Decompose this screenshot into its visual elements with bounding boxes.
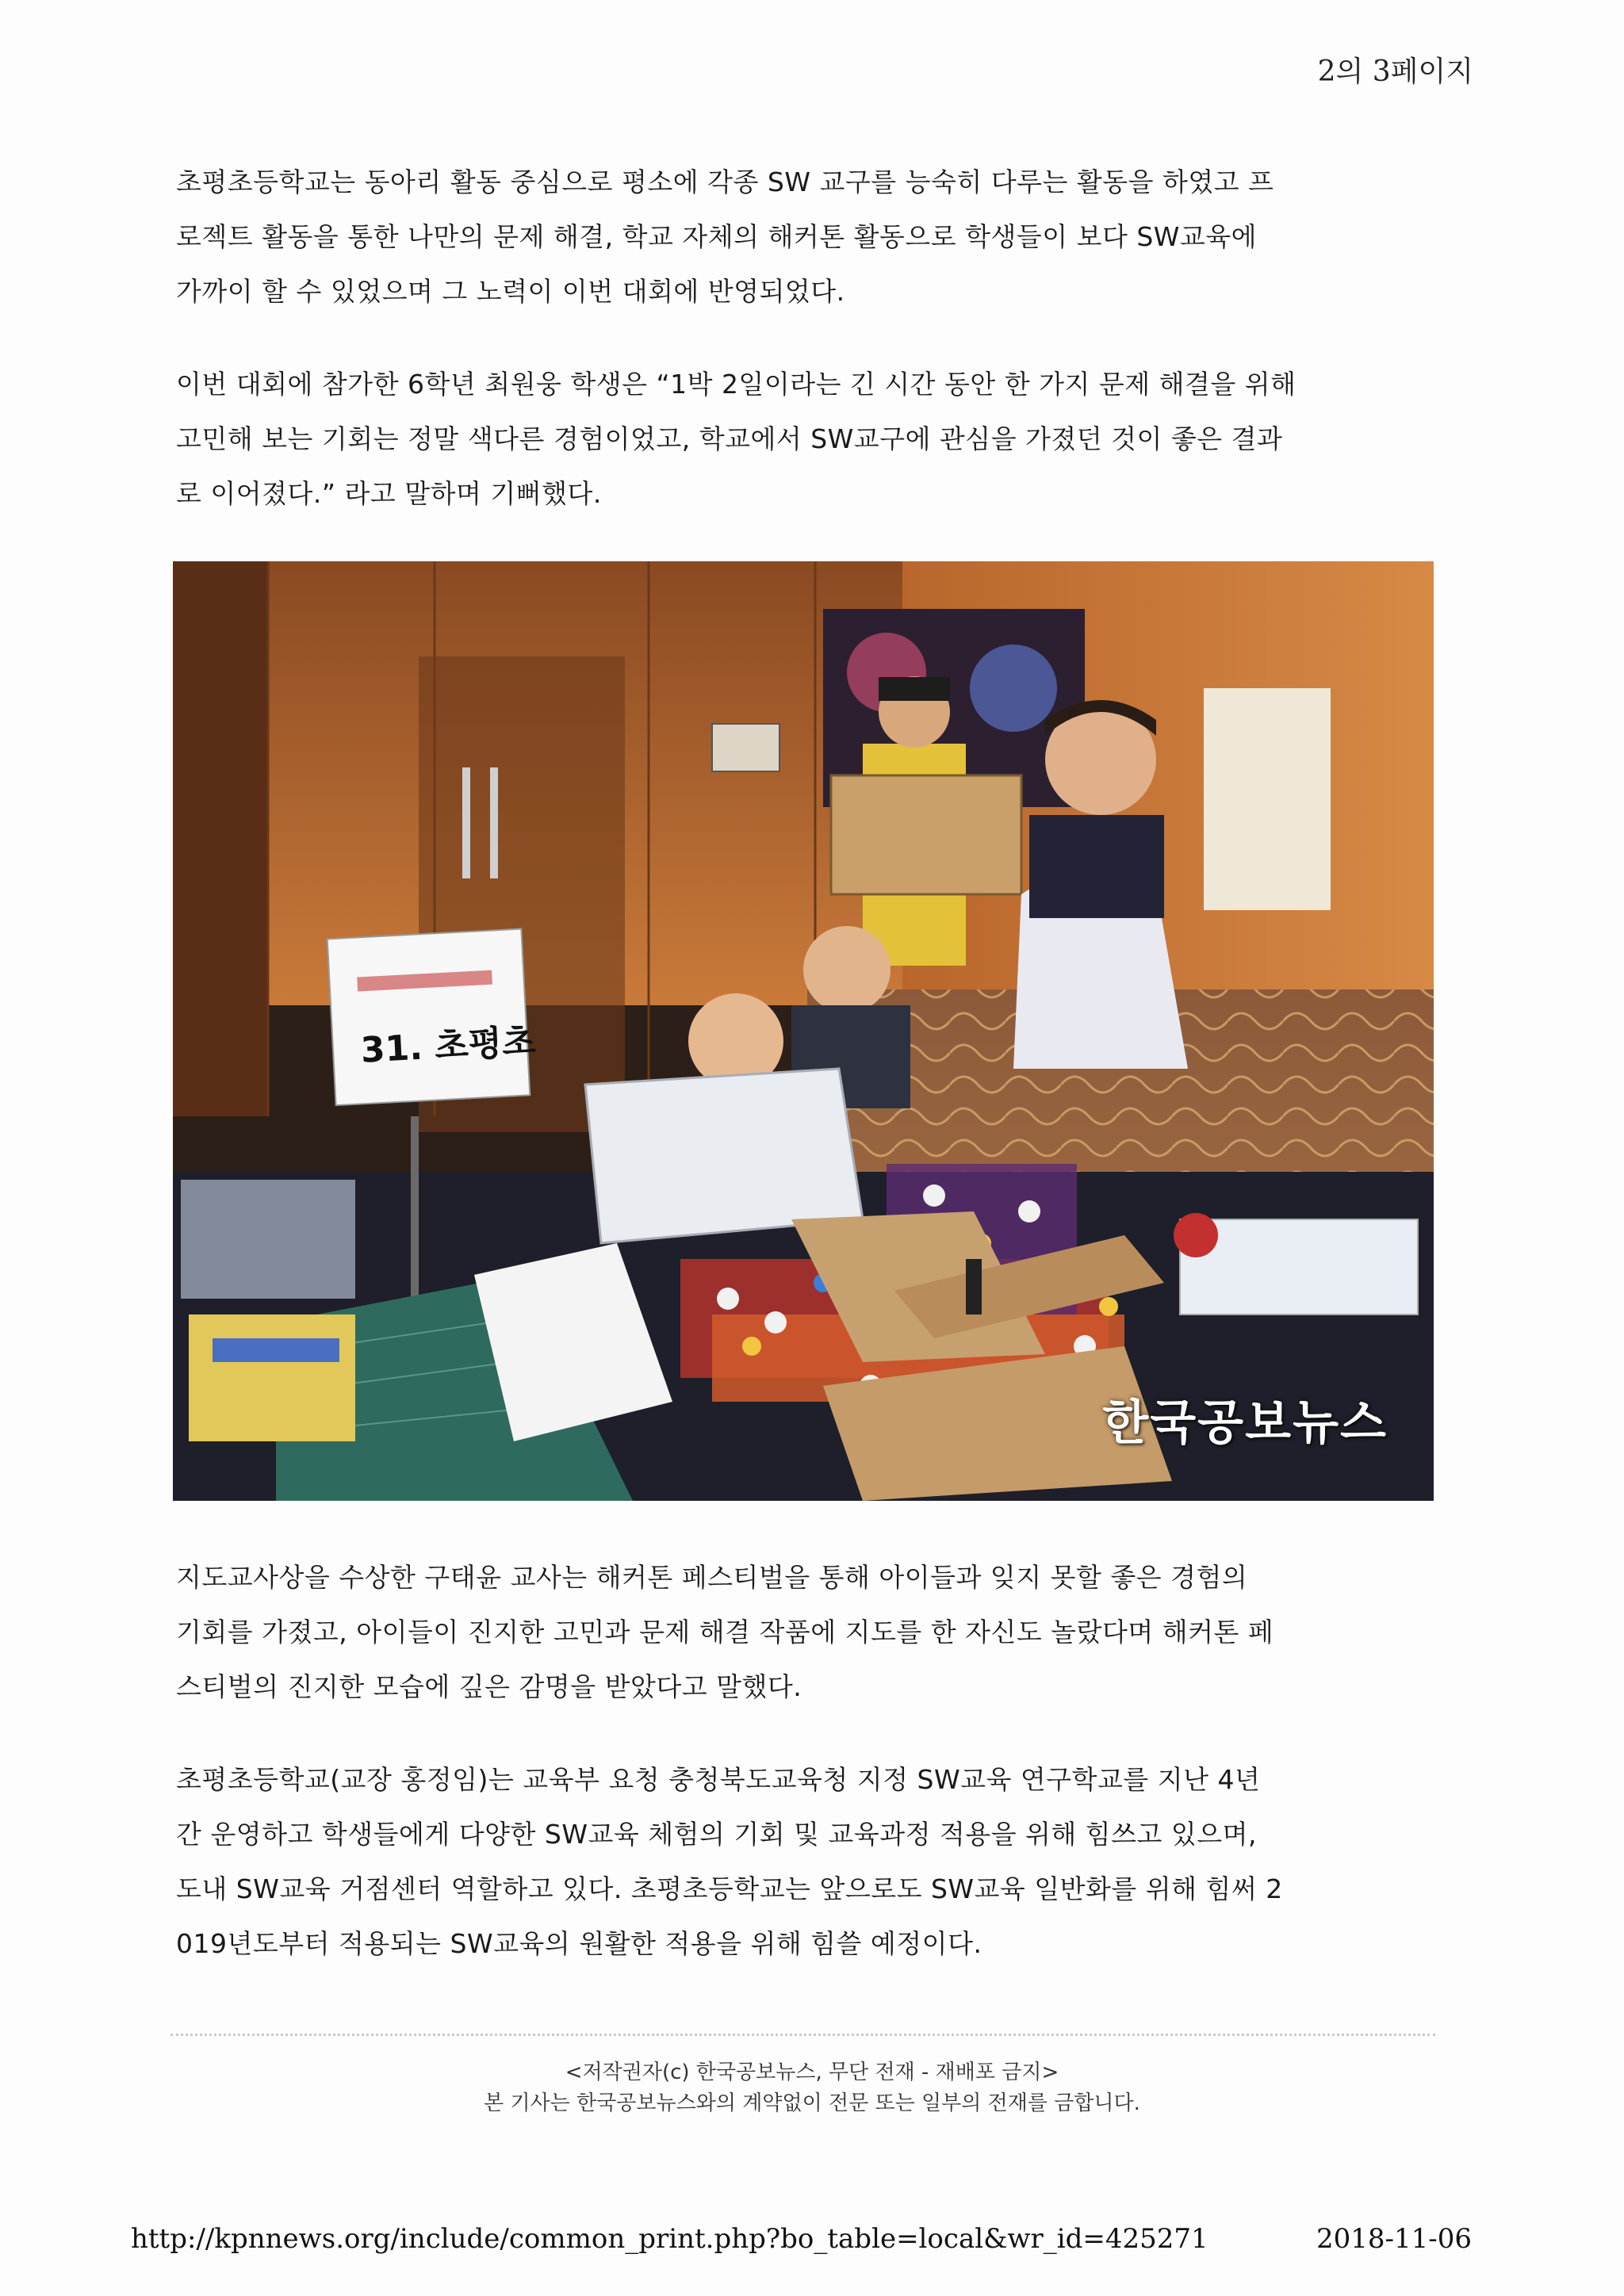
photo-watermark: 한국공보뉴스 (1102, 1395, 1388, 1451)
paragraph-line: 로젝트 활동을 통한 나만의 문제 해결, 학교 자체의 해커톤 활동으로 학생들이 보다 SW교육에 (176, 221, 1258, 252)
copyright-disclaimer: 본 기사는 한국공보뉴스와의 계약없이 전문 또는 일부의 전재를 금합니다. (484, 2091, 1140, 2115)
paragraph-line: 019년도부터 적용되는 SW교육의 원활한 적용을 위해 힘쓸 예정이다. (176, 1928, 982, 1959)
article-paragraph (176, 1550, 1445, 1714)
paragraph-line: 이번 대회에 참가한 6학년 최원웅 학생은 “1박 2일이라는 긴 시간 동안 한 가지 문제 해결을 위해 (176, 369, 1297, 400)
article-paragraph (176, 155, 1445, 319)
print-date: 2018-11-06 (1316, 2223, 1472, 2255)
article-paragraph (176, 357, 1445, 521)
paragraph-line: 초평초등학교(교장 홍정임)는 교육부 요청 충청북도교육청 지정 SW교육 연구학교를 지난 4년 (176, 1764, 1261, 1795)
team-sign-label: 31. 초평초 (359, 1021, 537, 1071)
page-indicator: 2의 3페이지 (1317, 55, 1473, 88)
paragraph-line: 도내 SW교육 거점센터 역할하고 있다. 초평초등학교는 앞으로도 SW교육 일반화를 위해 힘써 2 (176, 1873, 1283, 1904)
divider (170, 2034, 1435, 2036)
paragraph-line: 간 운영하고 학생들에게 다양한 SW교육 체험의 기회 및 교육과정 적용을 위해 힘쓰고 있으며, (176, 1819, 1258, 1850)
copyright-notice: <저작권자(c) 한국공보뉴스, 무단 전재 - 재배포 금지> (565, 2061, 1059, 2084)
paragraph-line: 고민해 보는 기회는 정말 색다른 경험이었고, 학교에서 SW교구에 관심을 가졌던 것이 좋은 결과 (176, 423, 1283, 454)
paragraph-line: 로 이어졌다.” 라고 말하며 기뻐했다. (176, 478, 602, 509)
paragraph-line: 초평초등학교는 동아리 활동 중심으로 평소에 각종 SW 교구를 능숙히 다루는 활동을 하였고 프 (176, 166, 1274, 197)
paragraph-line: 가까이 할 수 있었으며 그 노력이 이번 대회에 반영되었다. (176, 276, 845, 307)
paragraph-line: 지도교사상을 수상한 구태윤 교사는 해커톤 페스티벌을 통해 아이들과 잊지 못할 좋은 경험의 (176, 1562, 1248, 1593)
paragraph-line: 기회를 가졌고, 아이들이 진지한 고민과 문제 해결 작품에 지도를 한 자신도 놀랐다며 해커톤 페 (176, 1617, 1274, 1647)
paragraph-line: 스티벌의 진지한 모습에 깊은 감명을 받았다고 말했다. (176, 1671, 802, 1702)
print-url: http://kpnnews.org/include/common_print.php?bo_table=local&wr_id=425271 (131, 2223, 1208, 2255)
article-photo (173, 561, 1434, 1501)
article-paragraph (176, 1752, 1445, 1971)
